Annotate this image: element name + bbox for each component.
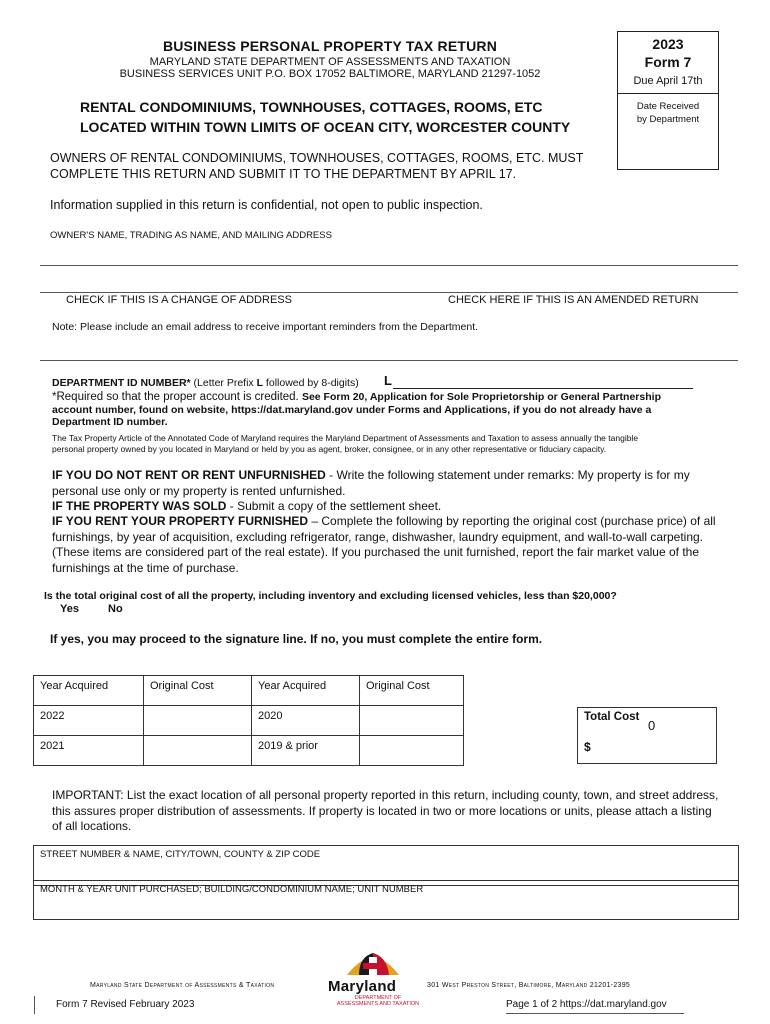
maryland-flag-icon xyxy=(345,947,401,981)
department-id-row: DEPARTMENT ID NUMBER* (Letter Prefix L followed by 8-digits) xyxy=(52,377,359,389)
street-address-label: STREET NUMBER & NAME, CITY/TOWN, COUNTY & ZIP CODE xyxy=(40,849,321,860)
cost-cell-2019-prior[interactable] xyxy=(360,736,464,766)
table-row xyxy=(34,736,464,766)
owner-name-label: OWNER'S NAME, TRADING AS NAME, AND MAILING ADDRESS xyxy=(50,230,332,241)
year-cell: 2022 xyxy=(34,706,144,736)
cost-cell-2021[interactable] xyxy=(144,736,252,766)
department-id-required-note: *Required so that the proper account is credited. See Form 20, Application for Sole Proprietorship or General Partnership account number, found on website, https://dat.maryland.gov under Forms and Applications, if you do not already have a Department ID number. xyxy=(52,391,661,428)
date-received-label: Date Received by Department xyxy=(636,101,700,125)
footer-logo-sub: DEPARTMENT OF ASSESSMENTS AND TAXATION xyxy=(336,995,420,1007)
footer-underline xyxy=(506,1013,684,1014)
agency-name: MARYLAND STATE DEPARTMENT OF ASSESSMENTS AND TAXATION xyxy=(149,56,511,68)
yes-option[interactable]: Yes xyxy=(60,603,79,615)
owner-address-line[interactable] xyxy=(40,292,738,293)
footer-revised: Form 7 Revised February 2023 xyxy=(56,999,195,1010)
unit-purchase-label: MONTH & YEAR UNIT PURCHASED; BUILDING/CONDOMINIUM NAME; UNIT NUMBER xyxy=(40,884,424,895)
furnishings-cost-table xyxy=(33,675,464,766)
footer-address: 301 West Preston Street, Baltimore, Maryland 21201-2395 xyxy=(427,982,631,989)
no-option[interactable]: No xyxy=(108,603,123,615)
department-id-input[interactable] xyxy=(393,388,693,389)
owners-instruction: OWNERS OF RENTAL CONDOMINIUMS, TOWNHOUSES, COTTAGES, ROOMS, ETC. MUST COMPLETE THIS RETURN AND SUBMIT IT TO THE DEPARTMENT BY APRIL 17. xyxy=(50,151,584,181)
footer-logo-word: Maryland xyxy=(328,978,397,995)
amended-return-check[interactable]: CHECK HERE IF THIS IS AN AMENDED RETURN xyxy=(448,294,699,306)
table-header: Year Acquired xyxy=(252,676,360,706)
owner-name-line[interactable] xyxy=(40,265,738,266)
footer-left-rule xyxy=(34,996,35,1014)
table-header: Year Acquired xyxy=(34,676,144,706)
total-cost-box[interactable] xyxy=(577,707,717,764)
form-info-box xyxy=(617,31,719,170)
form-number: Form 7 xyxy=(644,54,692,70)
furnished-instruction: IF YOU RENT YOUR PROPERTY FURNISHED – Complete the following by reporting the original cost (purchase price) of all furnishings, by year of acquisition, excluding refrigerator, range, dishwasher, laundry equipment, and wall-to-wall carpeting. (These items are considered part of the real estate). If you purchased the unit furnished, report the fair market value of the furnishings at the time of purchase. xyxy=(52,514,716,575)
table-header-row xyxy=(34,676,464,706)
table-row xyxy=(34,706,464,736)
confidential-note: Information supplied in this return is confidential, not open to public inspection. xyxy=(50,198,483,212)
form-heading: RENTAL CONDOMINIUMS, TOWNHOUSES, COTTAGES, ROOMS, ETC LOCATED WITHIN TOWN LIMITS OF OCEAN CITY, WORCESTER COUNTY xyxy=(80,99,571,135)
email-line[interactable] xyxy=(40,360,738,361)
cost-question: Is the total original cost of all the property, including inventory and excluding licensed vehicles, less than $20,000? xyxy=(44,590,617,602)
footer-agency: Maryland State Department of Assessments & Taxation xyxy=(90,982,275,989)
question-followup: If yes, you may proceed to the signature line. If no, you must complete the entire form. xyxy=(50,632,543,646)
unit-purchase-field[interactable] xyxy=(33,880,739,920)
agency-address: BUSINESS SERVICES UNIT P.O. BOX 17052 BALTIMORE, MARYLAND 21297-1052 xyxy=(119,68,541,80)
year-cell: 2019 & prior xyxy=(252,736,360,766)
due-date: Due April 17th xyxy=(618,75,718,94)
form-year: 2023 xyxy=(652,36,684,52)
unfurnished-instruction: IF YOU DO NOT RENT OR RENT UNFURNISHED - Write the following statement under remarks: My property is for my personal use only or my property is rented unfurnished. xyxy=(52,468,690,498)
email-note: Note: Please include an email address to receive important reminders from the Department. xyxy=(52,321,479,333)
table-header: Original Cost xyxy=(360,676,464,706)
total-cost-currency: $ xyxy=(584,740,591,754)
table-header: Original Cost xyxy=(144,676,252,706)
cost-cell-2020[interactable] xyxy=(360,706,464,736)
total-cost-label: Total Cost xyxy=(584,711,640,723)
total-cost-value: 0 xyxy=(648,718,656,733)
cost-cell-2022[interactable] xyxy=(144,706,252,736)
department-id-prefix: L xyxy=(384,373,392,388)
sold-instruction: IF THE PROPERTY WAS SOLD - Submit a copy of the settlement sheet. xyxy=(52,499,442,513)
tax-article-note: The Tax Property Article of the Annotated Code of Maryland requires the Maryland Department of Assessments and Taxation to assess annually the tangible personal property owned by you located in Maryland or held by you as agent, broker, consignee, or in any other representative or fiduciary capacity. xyxy=(52,433,639,454)
year-cell: 2020 xyxy=(252,706,360,736)
change-address-check[interactable]: CHECK IF THIS IS A CHANGE OF ADDRESS xyxy=(66,294,292,306)
important-note: IMPORTANT: List the exact location of all personal property reported in this return, including county, town, and street address, this assures proper distribution of assessments. If property is located in two or more locations or units, please attach a listing of all locations. xyxy=(52,788,719,833)
footer-page-number: Page 1 of 2 https://dat.maryland.gov xyxy=(506,999,667,1010)
department-id-label: DEPARTMENT ID NUMBER* xyxy=(52,377,191,389)
year-cell: 2021 xyxy=(34,736,144,766)
form-title: BUSINESS PERSONAL PROPERTY TAX RETURN xyxy=(162,38,498,54)
